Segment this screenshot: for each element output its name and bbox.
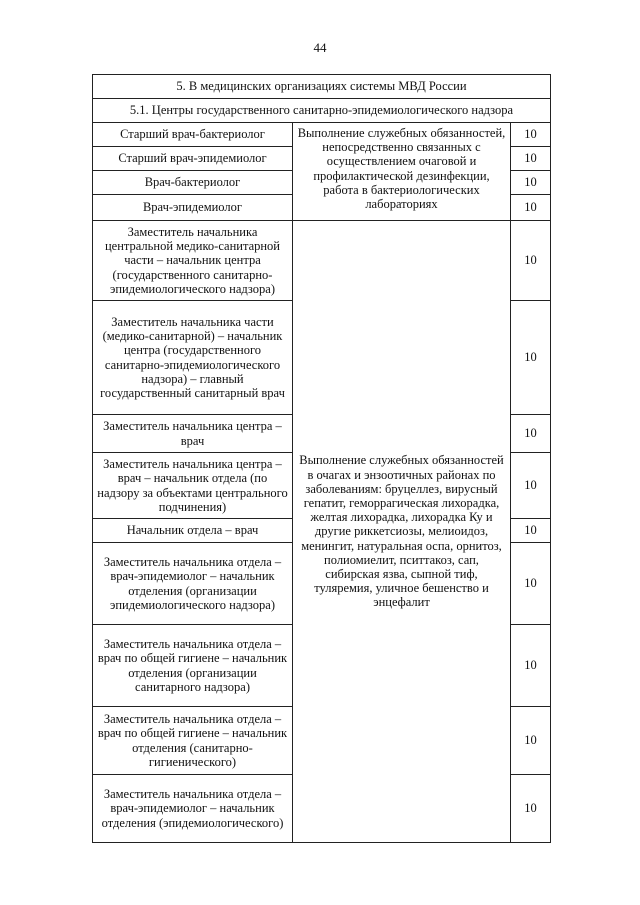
value-cell: 10: [511, 301, 551, 415]
value-cell: 10: [511, 195, 551, 221]
position-cell: Заместитель начальника отдела – врач по общей гигиене – начальник отделения (организации санитарного надзора): [93, 625, 293, 707]
value-cell: 10: [511, 171, 551, 195]
position-cell: Начальник отдела – врач: [93, 519, 293, 543]
benefits-table: [92, 74, 551, 843]
value-cell: 10: [511, 707, 551, 775]
position-cell: Заместитель начальника отдела – врач-эпидемиолог – начальник отделения (эпидемиологического): [93, 775, 293, 843]
table-row: [93, 123, 551, 147]
position-cell: Заместитель начальника центра – врач – начальник отдела (по надзору за объектами центрального подчинения): [93, 453, 293, 519]
value-cell: 10: [511, 625, 551, 707]
value-cell: 10: [511, 221, 551, 301]
position-cell: Врач-эпидемиолог: [93, 195, 293, 221]
position-cell: Заместитель начальника центральной медико-санитарной части – начальник центра (государственного санитарно-эпидемиологического надзора): [93, 221, 293, 301]
value-cell: 10: [511, 147, 551, 171]
duty-description: Выполнение служебных обязанностей, непосредственно связанных с осуществлением очаговой и профилактической дезинфекции, работа в бактериологических лабораториях: [293, 123, 511, 221]
value-cell: 10: [511, 543, 551, 625]
value-cell: 10: [511, 519, 551, 543]
page-number: 44: [313, 40, 327, 55]
position-cell: Заместитель начальника отдела – врач по общей гигиене – начальник отделения (санитарно-гигиенического): [93, 707, 293, 775]
value-cell: 10: [511, 123, 551, 147]
value-cell: 10: [511, 453, 551, 519]
value-cell: 10: [511, 775, 551, 843]
table-row: [93, 221, 551, 301]
position-cell: Старший врач-бактериолог: [93, 123, 293, 147]
position-cell: Заместитель начальника центра – врач: [93, 415, 293, 453]
duty-description: Выполнение служебных обязанностей в очагах и энзоотичных районах по заболеваниям: бруцеллез, вирусный гепатит, геморрагическая лихорадка, желтая лихорадка, лихорадка Ку и другие риккетсиозы, мелиоидоз, менингит, натуральная оспа, орнитоз, полиомиелит, пситтакоз, сап, сибирская язва, сыпной тиф, туляремия, уличное бешенство и энцефалит: [293, 221, 511, 843]
subsection-row: [93, 99, 551, 123]
position-cell: Врач-бактериолог: [93, 171, 293, 195]
position-cell: Заместитель начальника отдела – врач-эпидемиолог – начальник отделения (организации эпидемиологического надзора): [93, 543, 293, 625]
value-cell: 10: [511, 415, 551, 453]
position-cell: Заместитель начальника части (медико-санитарной) – начальник центра (государственного санитарно-эпидемиологического надзора) – главный государственный санитарный врач: [93, 301, 293, 415]
section-row: [93, 75, 551, 99]
section-title: 5. В медицинских организациях системы МВД России: [93, 75, 551, 99]
position-cell: Старший врач-эпидемиолог: [93, 147, 293, 171]
subsection-title: 5.1. Центры государственного санитарно-эпидемиологического надзора: [93, 99, 551, 123]
